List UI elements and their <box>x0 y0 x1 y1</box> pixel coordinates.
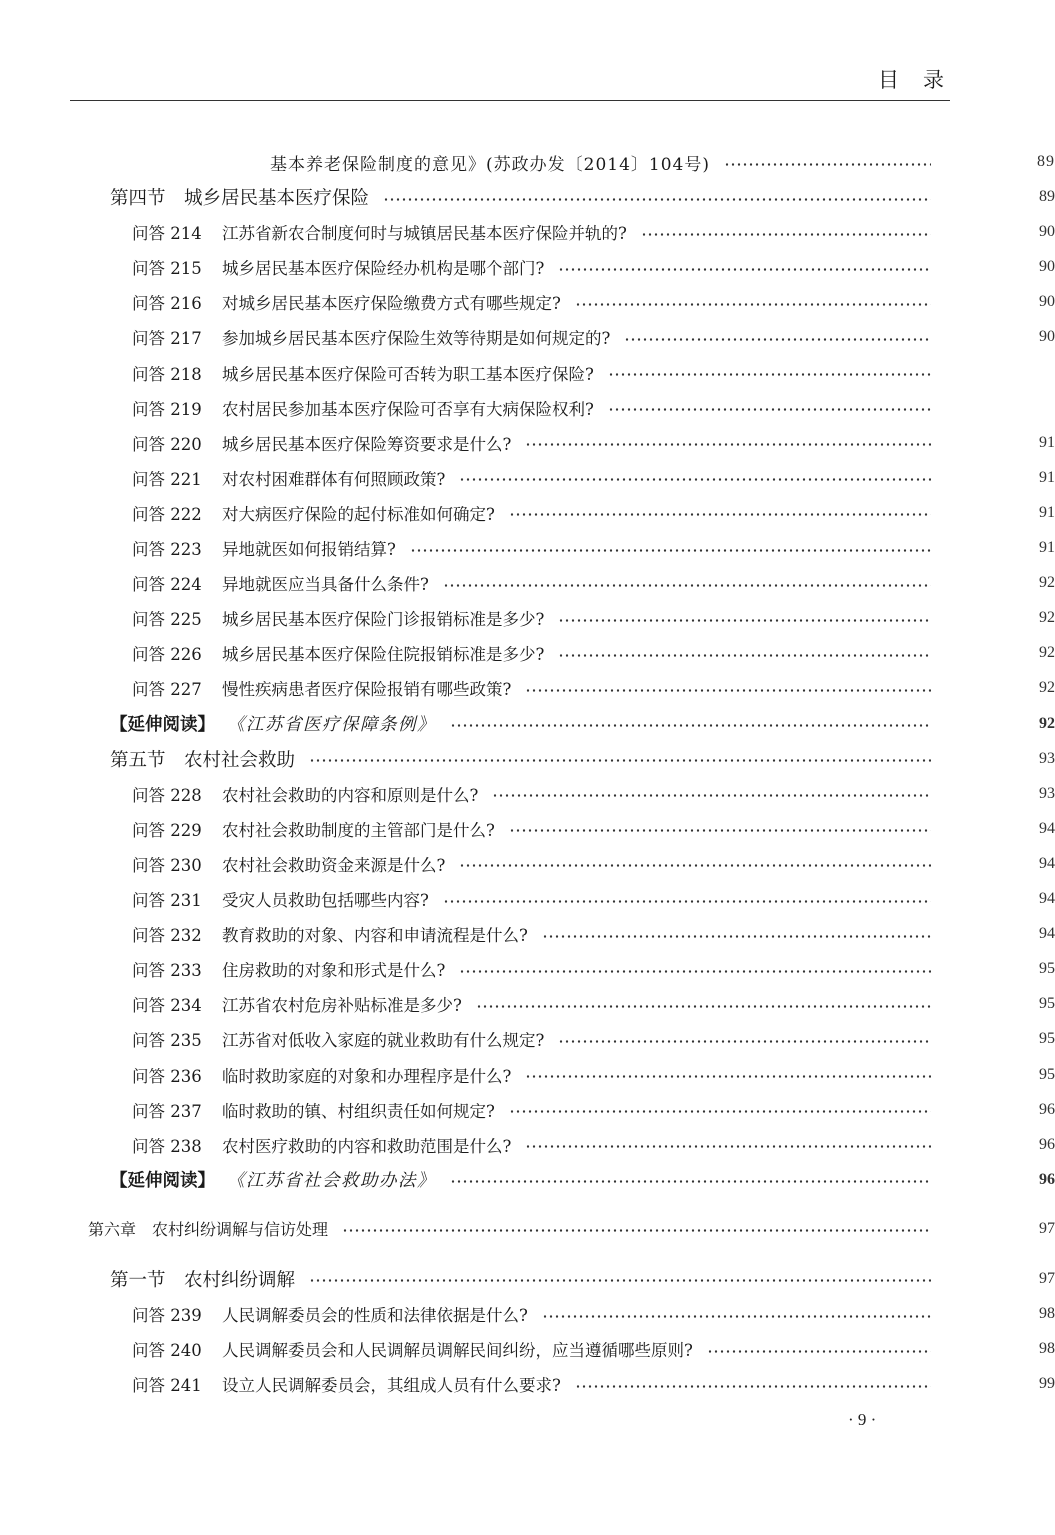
toc-section-entry[interactable] <box>110 1264 1055 1294</box>
question-number: 问答 216 <box>132 294 202 314</box>
entry-text: 住房救助的对象和形式是什么? <box>222 961 446 981</box>
entry-text: 临时救助家庭的对象和办理程序是什么? <box>222 1066 512 1086</box>
entry-text: 基本养老保险制度的意见》(苏政办发〔2014〕104号) <box>270 154 710 175</box>
entry-page: 94 <box>1039 854 1055 872</box>
entry-page: 92 <box>1039 609 1055 627</box>
toc-question-entry[interactable] <box>132 428 1055 458</box>
toc-question-entry[interactable] <box>132 1024 1055 1054</box>
question-number: 问答 234 <box>132 996 202 1016</box>
question-number: 问答 221 <box>132 469 202 489</box>
entry-text: 第五节 农村社会救助 <box>110 749 296 771</box>
entry-text: 异地就医如何报销结算? <box>222 540 396 559</box>
question-number: 问答 233 <box>132 961 202 981</box>
question-number: 问答 232 <box>132 926 202 946</box>
entry-page: 93 <box>1039 749 1055 767</box>
entry-text: 临时救助的镇、村组织责任如何规定? <box>222 1101 495 1121</box>
dot-leader <box>542 935 931 938</box>
entry-text: 人民调解委员会的性质和法律依据是什么? <box>222 1306 528 1325</box>
question-number: 问答 240 <box>132 1341 202 1361</box>
entry-page: 92 <box>1039 714 1055 732</box>
toc-question-entry[interactable] <box>132 287 1055 317</box>
entry-page: 95 <box>1039 995 1055 1013</box>
dot-leader <box>542 1315 931 1318</box>
entry-text: 第四节 城乡居民基本医疗保险 <box>110 188 370 209</box>
toc-question-entry[interactable] <box>132 568 1055 598</box>
entry-page: 92 <box>1039 644 1055 662</box>
entry-page: 91 <box>1039 433 1055 451</box>
toc-question-entry[interactable] <box>132 919 1055 949</box>
entry-text: 江苏省对低收入家庭的就业救助有什么规定? <box>222 1031 545 1051</box>
question-number: 问答 236 <box>132 1066 202 1086</box>
toc-question-entry[interactable] <box>132 954 1055 984</box>
entry-page: 91 <box>1039 503 1055 521</box>
dot-leader <box>525 689 931 692</box>
entry-text: 《江苏省社会救助办法》 <box>227 1171 436 1192</box>
entry-page: 96 <box>1039 1135 1055 1153</box>
entry-page: 94 <box>1039 819 1055 837</box>
question-number: 问答 229 <box>132 820 202 840</box>
entry-text: 江苏省新农合制度何时与城镇居民基本医疗保险并轨的? <box>222 224 627 244</box>
dot-leader <box>724 163 931 166</box>
entry-page: 95 <box>1039 1065 1055 1083</box>
dot-leader <box>558 268 931 271</box>
question-number: 问答 219 <box>132 399 202 419</box>
entry-text: 受灾人员救助包括哪些内容? <box>222 891 429 910</box>
dot-leader <box>450 1180 931 1183</box>
toc-question-entry[interactable] <box>132 322 1055 352</box>
dot-leader <box>525 443 931 446</box>
question-number: 问答 235 <box>132 1031 202 1051</box>
entry-text: 设立人民调解委员会，其组成人员有什么要求? <box>222 1376 561 1396</box>
question-number: 问答 237 <box>132 1101 202 1121</box>
dot-leader <box>443 584 931 587</box>
entry-text: 人民调解委员会和人民调解员调解民间纠纷，应当遵循哪些原则? <box>222 1341 693 1361</box>
entry-text: 农村社会救助的内容和原则是什么? <box>222 785 479 805</box>
toc-question-entry[interactable] <box>132 498 1055 528</box>
entry-page: 94 <box>1039 925 1055 943</box>
toc-question-entry[interactable] <box>132 603 1055 633</box>
entry-text: 农村居民参加基本医疗保险可否享有大病保险权利? <box>222 399 594 419</box>
dot-leader <box>525 1075 931 1078</box>
entry-text: 城乡居民基本医疗保险住院报销标准是多少? <box>222 645 545 665</box>
toc-question-entry[interactable] <box>132 393 945 423</box>
question-number: 问答 230 <box>132 855 202 875</box>
question-number: 问答 238 <box>132 1136 202 1156</box>
entry-page: 95 <box>1039 1030 1055 1048</box>
entry-text: 教育救助的对象、内容和申请流程是什么? <box>222 926 528 946</box>
entry-page: 90 <box>1039 258 1055 276</box>
toc-question-entry[interactable] <box>132 849 1055 879</box>
question-number: 问答 218 <box>132 364 202 384</box>
dot-leader <box>608 373 931 376</box>
question-number: 问答 231 <box>132 891 202 910</box>
entry-page <box>1023 358 1055 388</box>
dot-leader <box>309 759 931 762</box>
question-number: 问答 217 <box>132 329 202 349</box>
entry-text: 农村社会救助制度的主管部门是什么? <box>222 820 495 840</box>
dot-leader <box>309 1279 931 1282</box>
toc-ext-entry[interactable] <box>110 709 1055 739</box>
question-number: 问答 224 <box>132 575 202 595</box>
toc-question-entry[interactable] <box>132 252 1055 282</box>
entry-page: 98 <box>1039 1305 1055 1322</box>
extended-reading-label: 【延伸阅读】 <box>110 715 215 735</box>
entry-page: 89 <box>1037 153 1055 170</box>
dot-leader <box>410 549 931 552</box>
toc-question-entry[interactable] <box>132 358 945 388</box>
toc-section-entry[interactable] <box>110 182 1055 212</box>
question-number: 问答 214 <box>132 224 202 244</box>
entry-page: 96 <box>1039 1100 1055 1118</box>
toc-question-entry[interactable] <box>132 814 1055 844</box>
entry-text: 《江苏省医疗保障条例》 <box>227 715 436 735</box>
entry-text: 江苏省农村危房补贴标准是多少? <box>222 996 462 1016</box>
entry-text: 城乡居民基本医疗保险可否转为职工基本医疗保险? <box>222 364 594 384</box>
entry-page: 91 <box>1039 539 1055 556</box>
entry-page: 98 <box>1039 1340 1055 1358</box>
entry-text: 异地就医应当具备什么条件? <box>222 575 429 595</box>
dot-leader <box>509 829 931 832</box>
toc-question-entry[interactable] <box>132 1299 1055 1329</box>
question-number: 问答 222 <box>132 504 202 524</box>
dot-leader <box>641 233 931 236</box>
dot-leader <box>459 970 931 973</box>
entry-text: 城乡居民基本医疗保险经办机构是哪个部门? <box>222 259 545 279</box>
entry-page: 99 <box>1039 1375 1055 1393</box>
toc-question-entry[interactable] <box>132 463 1055 493</box>
entry-page: 97 <box>1039 1219 1055 1237</box>
dot-leader <box>450 724 931 727</box>
entry-page: 89 <box>1039 188 1055 205</box>
entry-page: 97 <box>1039 1269 1055 1287</box>
toc-question-entry[interactable] <box>132 779 1055 809</box>
toc-question-entry[interactable] <box>132 533 1055 563</box>
entry-page: 92 <box>1039 679 1055 697</box>
entry-text: 参加城乡居民基本医疗保险生效等待期是如何规定的? <box>222 329 611 349</box>
entry-text: 对农村困难群体有何照顾政策? <box>222 469 446 489</box>
question-number: 问答 215 <box>132 259 202 279</box>
dot-leader <box>624 338 931 341</box>
toc-chapter-entry[interactable] <box>88 1214 1055 1244</box>
question-number: 问答 228 <box>132 785 202 805</box>
entry-page: 93 <box>1039 784 1055 802</box>
dot-leader <box>558 1040 931 1043</box>
entry-page: 94 <box>1039 890 1055 907</box>
dot-leader <box>459 864 931 867</box>
question-number: 问答 227 <box>132 680 202 700</box>
toc-question-entry[interactable] <box>132 1130 1055 1160</box>
entry-page: 96 <box>1039 1170 1055 1188</box>
toc-question-entry[interactable] <box>132 638 1055 668</box>
entry-text: 城乡居民基本医疗保险门诊报销标准是多少? <box>222 610 545 630</box>
dot-leader <box>509 513 931 516</box>
question-number: 问答 239 <box>132 1306 202 1325</box>
dot-leader <box>575 303 931 306</box>
dot-leader <box>707 1350 931 1353</box>
dot-leader <box>383 198 931 201</box>
toc-question-entry[interactable] <box>132 884 1055 914</box>
entry-text: 慢性疾病患者医疗保险报销有哪些政策? <box>222 680 512 700</box>
entry-text: 对城乡居民基本医疗保险缴费方式有哪些规定? <box>222 294 561 314</box>
toc-question-entry[interactable] <box>132 989 1055 1019</box>
toc-question-entry[interactable] <box>132 1060 1055 1090</box>
entry-page: 92 <box>1039 574 1055 592</box>
dot-leader <box>575 1385 931 1388</box>
toc-question-entry[interactable] <box>132 1369 1055 1399</box>
entry-text: 农村医疗救助的内容和救助范围是什么? <box>222 1136 512 1156</box>
toc-continuation-entry[interactable] <box>270 147 1055 177</box>
toc-question-entry[interactable] <box>132 1095 1055 1125</box>
toc-question-entry[interactable] <box>132 1334 1055 1364</box>
dot-leader <box>509 1110 931 1113</box>
entry-text: 第一节 农村纠纷调解 <box>110 1269 296 1291</box>
entry-text: 城乡居民基本医疗保险筹资要求是什么? <box>222 434 512 454</box>
question-number: 问答 220 <box>132 434 202 454</box>
dot-leader <box>558 654 931 657</box>
entry-text: 第六章 农村纠纷调解与信访处理 <box>88 1220 329 1240</box>
header-title: 目录 <box>878 68 968 92</box>
dot-leader <box>443 900 931 903</box>
page-number: · 9 · <box>848 1410 877 1429</box>
entry-text: 农村社会救助资金来源是什么? <box>222 855 446 875</box>
entry-text: 对大病医疗保险的起付标准如何确定? <box>222 504 495 524</box>
question-number: 问答 223 <box>132 540 202 559</box>
toc-question-entry[interactable] <box>132 217 1055 247</box>
dot-leader <box>342 1229 931 1232</box>
entry-page: 90 <box>1039 223 1055 241</box>
entry-page: 90 <box>1039 328 1055 346</box>
entry-page: 95 <box>1039 960 1055 978</box>
entry-page: 91 <box>1039 468 1055 486</box>
question-number: 问答 225 <box>132 610 202 630</box>
dot-leader <box>558 619 931 622</box>
dot-leader <box>525 1145 931 1148</box>
toc-section-entry[interactable] <box>110 744 1055 774</box>
dot-leader <box>608 408 931 411</box>
dot-leader <box>476 1005 931 1008</box>
dot-leader <box>459 478 931 481</box>
dot-leader <box>492 794 931 797</box>
toc-ext-entry[interactable] <box>110 1165 1055 1195</box>
question-number: 问答 226 <box>132 645 202 665</box>
question-number: 问答 241 <box>132 1376 202 1396</box>
entry-page <box>1023 393 1055 423</box>
extended-reading-label: 【延伸阅读】 <box>110 1171 215 1192</box>
entry-page: 90 <box>1039 293 1055 311</box>
toc-question-entry[interactable] <box>132 673 1055 703</box>
